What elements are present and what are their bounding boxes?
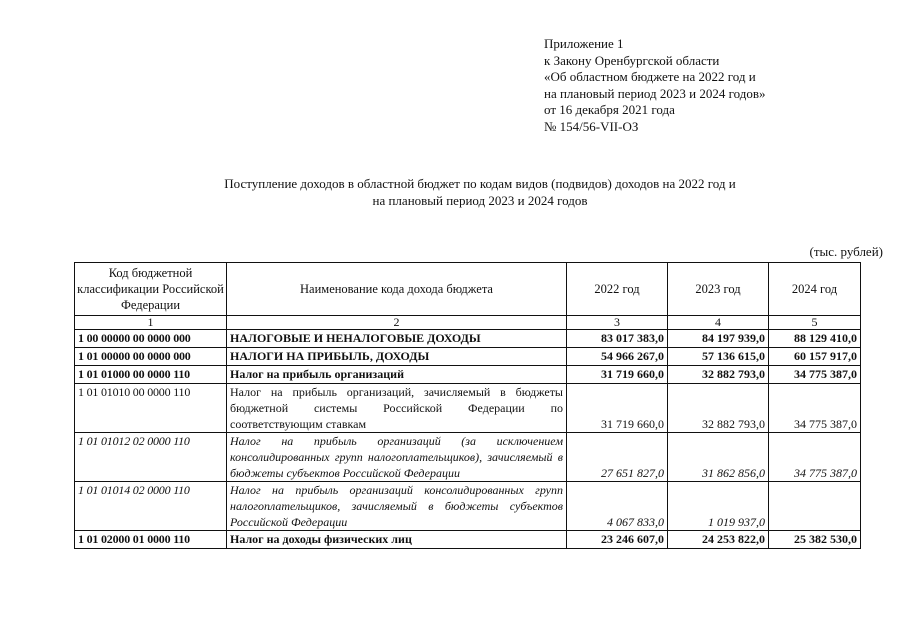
row-value-2023: 32 882 793,0: [668, 366, 769, 384]
row-value-2023: 84 197 939,0: [668, 330, 769, 348]
row-name: Налог на прибыль организаций, зачисляемый в бюджеты бюджетной системы Российской Федерации по соответствующим ставкам: [227, 384, 567, 433]
row-code: 1 01 01014 02 0000 110: [75, 482, 227, 531]
header-2023: 2023 год: [668, 263, 769, 316]
header-row: [75, 263, 861, 316]
units-label: (тыс. рублей): [809, 244, 883, 259]
row-value-2022: 31 719 660,0: [567, 366, 668, 384]
row-code: 1 01 00000 00 0000 000: [75, 348, 227, 366]
revenue-table: [74, 262, 861, 549]
row-value-2024: 34 775 387,0: [769, 384, 861, 433]
row-code: 1 01 01010 00 0000 110: [75, 384, 227, 433]
column-number-row: [75, 316, 861, 330]
row-value-2024: [769, 482, 861, 531]
row-value-2023: 31 862 856,0: [668, 433, 769, 482]
table-row: [75, 531, 861, 549]
document-title: [110, 175, 850, 209]
row-value-2022: 4 067 833,0: [567, 482, 668, 531]
row-name: Налог на прибыль организаций (за исключением консолидированных групп налогоплательщиков), зачисляемый в бюджеты субъектов Российской Федерации: [227, 433, 567, 482]
header-code: Код бюджетной классификации Российской Федерации: [75, 263, 227, 316]
column-number: 1: [75, 316, 227, 330]
appendix-line: к Закону Оренбургской области: [544, 52, 720, 68]
row-code: 1 01 01012 02 0000 110: [75, 433, 227, 482]
table-row: [75, 482, 861, 531]
row-name: Налог на доходы физических лиц: [227, 531, 567, 549]
appendix-line: № 154/56-VII-ОЗ: [544, 118, 639, 134]
row-value-2024: 34 775 387,0: [769, 433, 861, 482]
appendix-line: на плановый период 2023 и 2024 годов»: [544, 85, 766, 101]
table-row: [75, 433, 861, 482]
table-row: [75, 384, 861, 433]
row-value-2024: 25 382 530,0: [769, 531, 861, 549]
row-name: Налог на прибыль организаций консолидированных групп налогоплательщиков, зачисляемый в бюджеты субъектов Российской Федерации: [227, 482, 567, 531]
header-2022: 2022 год: [567, 263, 668, 316]
table-row: [75, 330, 861, 348]
row-code: 1 01 02000 01 0000 110: [75, 531, 227, 549]
row-code: 1 00 00000 00 0000 000: [75, 330, 227, 348]
table-row: [75, 366, 861, 384]
table-row: [75, 348, 861, 366]
row-value-2022: 31 719 660,0: [567, 384, 668, 433]
row-name: Налог на прибыль организаций: [227, 366, 567, 384]
row-value-2022: 54 966 267,0: [567, 348, 668, 366]
column-number: 2: [227, 316, 567, 330]
column-number: 3: [567, 316, 668, 330]
row-value-2023: 32 882 793,0: [668, 384, 769, 433]
appendix-line: «Об областном бюджете на 2022 год и: [544, 69, 756, 84]
appendix-line: от 16 декабря 2021 года: [544, 102, 675, 117]
appendix-line: Приложение 1: [544, 36, 624, 51]
header-name: Наименование кода дохода бюджета: [227, 263, 567, 316]
row-value-2024: 34 775 387,0: [769, 366, 861, 384]
row-name: НАЛОГОВЫЕ И НЕНАЛОГОВЫЕ ДОХОДЫ: [227, 330, 567, 348]
row-value-2024: 88 129 410,0: [769, 330, 861, 348]
header-2024: 2024 год: [769, 263, 861, 316]
row-value-2024: 60 157 917,0: [769, 348, 861, 366]
column-number: 5: [769, 316, 861, 330]
row-name: НАЛОГИ НА ПРИБЫЛЬ, ДОХОДЫ: [227, 348, 567, 366]
appendix-block: [544, 36, 766, 135]
row-value-2022: 23 246 607,0: [567, 531, 668, 549]
column-number: 4: [668, 316, 769, 330]
row-code: 1 01 01000 00 0000 110: [75, 366, 227, 384]
row-value-2023: 57 136 615,0: [668, 348, 769, 366]
row-value-2022: 83 017 383,0: [567, 330, 668, 348]
row-value-2023: 24 253 822,0: [668, 531, 769, 549]
row-value-2022: 27 651 827,0: [567, 433, 668, 482]
title-line: на плановый период 2023 и 2024 годов: [372, 193, 588, 208]
row-value-2023: 1 019 937,0: [668, 482, 769, 531]
title-line: Поступление доходов в областной бюджет по кодам видов (подвидов) доходов на 2022 год и: [224, 176, 736, 191]
